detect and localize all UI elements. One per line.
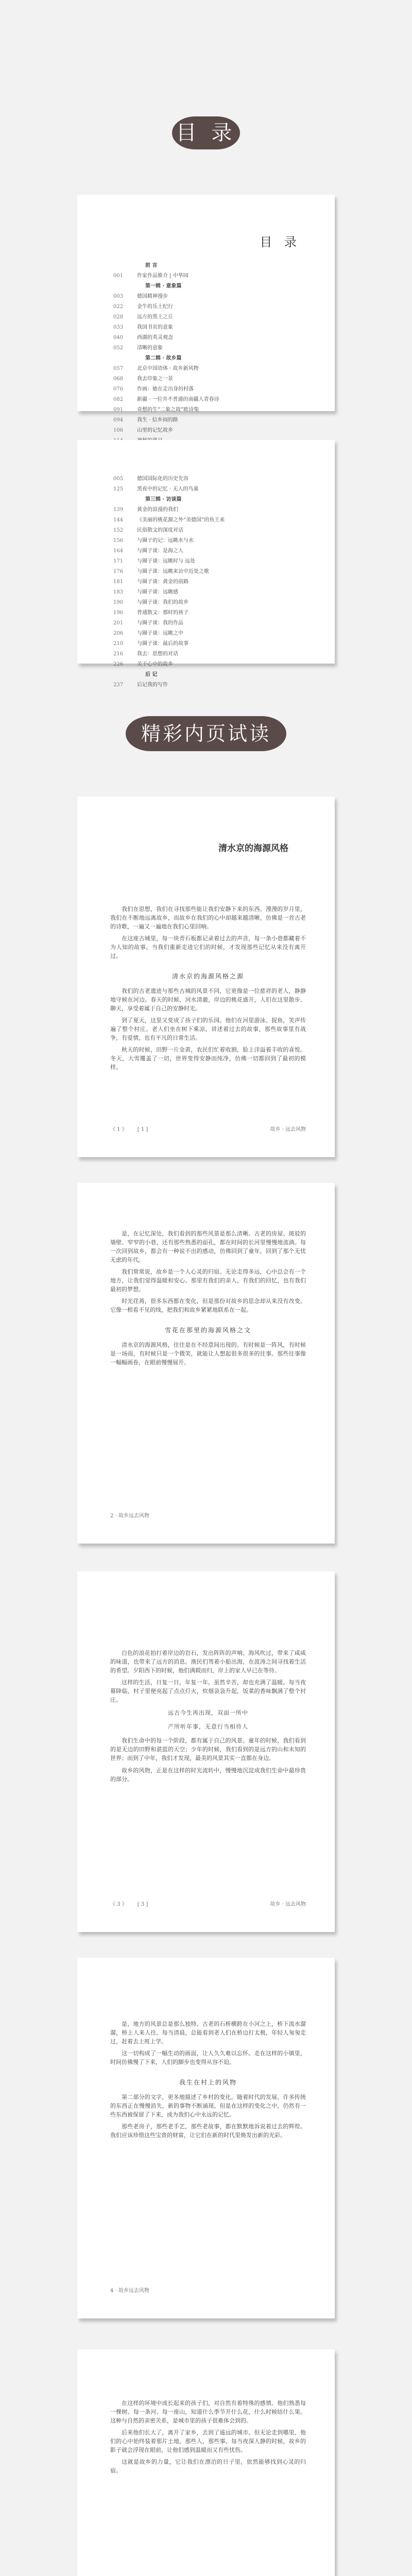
paragraph: 时光荏苒，很多东西都在变化，但是那份对故乡的思念却从来没有改变。它像一根看不见的线，把我们和故乡紧紧地联系在一起。 [110, 1298, 306, 1314]
toc-page-number: 206 [113, 631, 124, 636]
toc-entry [113, 364, 304, 374]
toc-entry-title: 与圈子谈：远眺时与 远处 [137, 558, 196, 564]
paragraph: 后来他们长大了，离开了家乡，去到了遥远的城市。但无论走到哪里，他们的心中始终装着那片土地，那些人，那些事。每当夜深人静的时候，故乡的影子就会浮现在眼前，让他们感到温暖而又有些忧伤。 [110, 2429, 306, 2454]
paragraph: 第二部分的文字，更多地描述了乡村的变化。随着时代的发展，许多传统的东西正在慢慢消失，新的事物不断涌现。但是在这样的变化之中，仍然有一些东西被保留了下来，成为我们心中永远的记忆。 [110, 2093, 306, 2118]
toc-entry-title: 德国国际化的历史先容 [137, 476, 188, 482]
paragraph: 那些老房子，那些老手艺，那些老故事，都在默默地诉说着过去的辉煌。我们应该珍惜这些宝贵的财富，让它们在新的时代里焕发出新的光彩。 [110, 2123, 306, 2139]
toc-entry-title: 黄金的浪漫的我们 [137, 507, 178, 513]
paragraph: 是，在记忆深处，我们看到的那些风景是那么清晰。古老的房屋、斑驳的墙壁、窄窄的小巷，还有那些熟悉的面孔，都在时间的长河里慢慢地流淌。每一次回到故乡，都会有一种说不出的感动，仿佛回到了童年，回到了那个无忧无虑的年代。 [110, 1230, 306, 1264]
paragraph: 这一切构成了一幅生动的画面，让人久久难以忘怀。走在这样的小镇里，时间仿佛慢了下来，人们的脚步也变得从容不迫。 [110, 2050, 306, 2066]
page-number-alt: [ 3 ] [137, 1901, 148, 1907]
paragraph: 故乡的风物，正是在这样的时光流转中，慢慢地沉淀成我们生命中最珍贵的部分。 [110, 1767, 306, 1783]
toc-page-number: 106 [113, 428, 124, 433]
toc-entry [113, 526, 304, 536]
toc-entry [113, 505, 304, 515]
toc-page-number: 181 [113, 579, 124, 585]
toc-entry [113, 426, 304, 436]
toc-banner [175, 120, 237, 146]
toc-entry [113, 556, 304, 567]
toc-entry [113, 567, 304, 577]
toc-page-number: 176 [113, 569, 124, 574]
toc-page-number: 052 [113, 345, 124, 351]
toc-entry [113, 405, 304, 415]
toc-list [113, 261, 304, 446]
page-body [110, 1649, 306, 1787]
toc-entry-title: 普通散文：那时的孩子 [137, 610, 188, 616]
running-title: 故乡 · 远去风物 [270, 1901, 306, 1907]
toc-entry [113, 608, 304, 618]
toc-entry [113, 333, 304, 343]
toc-entry-title: 第一辑 · 意象篇 [145, 283, 182, 289]
toc-entry [113, 629, 304, 639]
toc-entry-title: 德国精神漫步 [137, 294, 168, 299]
toc-page-number: 068 [113, 376, 124, 382]
toc-entry [113, 343, 304, 353]
toc-page-number: 040 [113, 335, 124, 341]
toc-page-number: 226 [113, 662, 124, 667]
toc-page-number: 091 [113, 407, 124, 413]
preview-banner [129, 719, 283, 748]
toc-part-heading [113, 261, 304, 271]
paragraph: 这就是故乡的力量，它让我们在漂泊的日子里，依然能够找到心灵的归宿。 [110, 2459, 306, 2475]
toc-entry [113, 302, 304, 312]
toc-page-number: 082 [113, 397, 124, 402]
toc-page-number: 196 [113, 610, 124, 616]
toc-entry [113, 659, 304, 670]
section-heading: 清水京的海源风格之源 [171, 973, 244, 980]
toc-page-number [113, 261, 137, 271]
toc-entry-title: 后记我的写作 [137, 682, 168, 688]
toc-entry-title: 金牛的乐土纪行 [137, 304, 173, 310]
toc-page-number: 076 [113, 386, 124, 392]
sample-page-3 [77, 1571, 335, 1932]
page-footer [110, 1512, 306, 1520]
page-body [110, 1229, 306, 1370]
toc-part-heading [113, 353, 304, 364]
toc-page-number: 057 [113, 366, 124, 371]
toc-entry-title: 黑夜中的记忆 · 无人的鸟巢 [137, 486, 199, 492]
toc-entry-title: 民俗散文的深度对话 [137, 528, 183, 533]
toc-entry [113, 618, 304, 629]
toc-entry [113, 515, 304, 526]
toc-page-number [113, 495, 137, 505]
paragraph: 清水京的海源风格，往往是在不经意间出现的。有时候是一阵风，有时候是一场雨，有时候只是一个微笑，就能让人想起很多很多的往事。那些往事像一幅幅画卷，在眼前慢慢展开。 [110, 1342, 306, 1366]
toc-page-number: 201 [113, 620, 124, 626]
toc-page-number [113, 353, 137, 364]
toc-page-number [113, 670, 137, 680]
toc-entry [113, 474, 304, 484]
quote-line: 产所听年事，无意行当相待人 [168, 1723, 248, 1731]
toc-part-heading [113, 670, 304, 680]
toc-entry [113, 323, 304, 333]
toc-entry-title: 第三辑 · 访谈篇 [145, 497, 182, 502]
toc-entry-title: 我去印象之一景 [137, 376, 173, 382]
toc-entry [113, 536, 304, 546]
toc-page-number: 210 [113, 641, 124, 647]
toc-entry-title: 与圈子谈：我的作品 [137, 620, 183, 626]
toc-entry [113, 384, 304, 395]
toc-entry [113, 649, 304, 659]
section-heading: 雪花在那里的海源风格之文 [164, 1327, 251, 1334]
page-number: 《 3 》 [110, 1901, 127, 1907]
sample-page-1 [77, 796, 335, 1157]
toc-entry [113, 577, 304, 587]
toc-page-number: 164 [113, 548, 124, 554]
toc-page-number: 028 [113, 314, 124, 320]
sample-page-4 [77, 1958, 335, 2318]
toc-page-number: 022 [113, 304, 124, 310]
toc-entry-title: 《美丽的桃花源之外“美德国”的鱼王来 [137, 517, 225, 523]
toc-entry [113, 680, 304, 690]
toc-page-number: 139 [113, 507, 124, 513]
running-title: 故乡 · 远去风物 [270, 1126, 306, 1132]
toc-page-number [113, 281, 137, 292]
toc-entry-title: 与圈子谈：远眺感 [137, 589, 178, 595]
toc-entry [113, 271, 304, 281]
toc-page-number: 152 [113, 528, 124, 533]
toc-entry-title: 我生 · 信乡间的路 [137, 417, 178, 423]
toc-page-number: 003 [113, 294, 124, 299]
paragraph: 我们在思想，我们在寻找那些能让我们安静下来的东西。漫漫的岁月里，我们在不断地远离故乡，而故乡在我们的心中却越来越清晰，仿佛是一首古老的诗歌，一遍又一遍地在我们心里回响。 [110, 906, 306, 930]
toc-entry-title: 我国书页的意象 [137, 325, 173, 330]
toc-page-number: 216 [113, 651, 124, 657]
toc-entry-title: 西湖的英灵观念 [137, 335, 173, 341]
toc-entry-title: 我去：思想的对话 [137, 651, 178, 657]
page-footer [110, 1126, 306, 1134]
chapter-title: 清水京的海源风格 [218, 843, 288, 854]
toc-entry-title: 前 言 [145, 263, 158, 268]
toc-entry [113, 598, 304, 608]
toc-entry [113, 639, 304, 649]
toc-entry [113, 484, 304, 495]
toc-page-number: 033 [113, 325, 124, 330]
sample-page-2 [77, 1183, 335, 1544]
page-body [110, 905, 306, 1075]
paragraph: 白色的浪花拍打着岸边的岩石，发出阵阵的声响。海风吹过，带来了咸咸的味道，也带来了远方的消息。渔民们驾着小船出海，在波涛之间寻找着生活的希望。夕阳西下的时候，他们满载而归，岸上的家人早已在等待。 [110, 1650, 306, 1674]
preview-banner-text: 精彩内页试读 [141, 722, 271, 745]
toc-entry-title: 清晰的意象 [137, 345, 163, 351]
toc-page-2 [77, 440, 335, 688]
toc-entry [113, 587, 304, 598]
toc-banner-text: 目 录 [176, 121, 236, 145]
page-body [110, 2399, 306, 2478]
paragraph: 在这座古城里，每一块青石板都记录着过去的声音，每一条小巷都藏着不为人知的故事。当我们重新走进它们的时候，才发现那些记忆从来没有离开过。 [110, 935, 306, 960]
toc-entry-title: 北京中国语体 · 故乡新风物 [137, 366, 199, 371]
paragraph: 在这样的环境中成长起来的孩子们，对自然有着特殊的感情。他们熟悉每一棵树、每一条河、每一座山，知道什么季节开什么花，什么时候结什么果。这种与自然的亲密关系，是城市里的孩子很难体会到的。 [110, 2400, 306, 2425]
toc-page-number: 001 [113, 273, 124, 279]
toc-entry-title: 与圈子谈：最后的故事 [137, 641, 188, 647]
paragraph: 是，地方的风景总是那么独特。古老的石桥横跨在小河之上，桥下流水潺潺，桥上人来人往。每当清晨，总能看到老人们在桥边打太极，年轻人匆匆走过，赶着去上班上学。 [110, 2021, 306, 2045]
toc-entry [113, 415, 304, 426]
toc-page-number: 237 [113, 682, 124, 688]
page-footer [110, 2287, 306, 2295]
toc-page-number: 171 [113, 558, 124, 564]
toc-entry-title: 作家作品推介 | 中华园 [137, 273, 188, 279]
paragraph: 秋天的时候，田野一片金黄，农民们忙着收割，脸上洋溢着丰收的喜悦。冬天，大雪覆盖了一切，世界变得安静而纯净，仿佛一切都回到了最初的模样。 [110, 1046, 306, 1071]
toc-entry-title: 关于心中的故乡 [137, 662, 173, 667]
page-number-alt: [ 1 ] [137, 1126, 148, 1132]
toc-part-heading [113, 281, 304, 292]
toc-page-number: 005 [113, 476, 124, 482]
paragraph: 这样的生活，日复一日，年复一年。虽然辛苦，却也充满了温暖。每当夜幕降临，村子里便亮起了点点灯火，炊烟袅袅升起，饭菜的香味飘满了整个村庄。 [110, 1679, 306, 1704]
toc-entry [113, 292, 304, 302]
page-body [110, 2020, 306, 2143]
toc-list [113, 474, 304, 690]
section-heading: 我生在村上的风物 [179, 2079, 237, 2087]
toc-entry [113, 546, 304, 556]
paragraph: 到了夏天，这里又变成了孩子们的乐园。他们在河里游泳、捉鱼，笑声传遍了整个村庄。老人们坐在树下乘凉，讲述着过去的故事，那些故事里有战争，有爱情，也有平凡的日常生活。 [110, 1017, 306, 1042]
paragraph: 我们的古老遗迹与那些古城的风景不同，它更像是一位慈祥的老人，静静地守候在河边。春天的时候，河水清澈，岸边的桃花盛开，人们在这里散步、聊天，享受着属于自己的安静时光。 [110, 987, 306, 1012]
toc-entry [113, 312, 304, 323]
toc-entry [113, 374, 304, 384]
toc-entry-title: 与圈子的记：远眺水与水 [137, 538, 194, 544]
paragraph: 我们生命中的每一个阶段，都有属于自己的风景。童年的时候，我们看到的是无边的田野和湛蓝的天空；少年的时候，我们看到的是远方的山和未知的世界；而到了中年，我们才发现，最美的风景其实一直都在身边。 [110, 1737, 306, 1762]
toc-entry-title: 山里的记忆故乡 [137, 428, 173, 433]
toc-entry-title: 第二辑 · 故乡篇 [145, 355, 182, 361]
quote-line: 远古今生再出现，双面一所中 [168, 1709, 248, 1717]
toc-page-number: 190 [113, 600, 124, 605]
toc-entry-title: 作画：她在走出身的村落 [137, 386, 194, 392]
toc-page-number: 094 [113, 417, 124, 423]
toc-page-1 [77, 195, 335, 433]
toc-entry [113, 395, 304, 405]
toc-entry-title: 后 记 [145, 672, 158, 677]
toc-entry-title: 与圈子谈：黄金的前路 [137, 579, 188, 585]
paragraph: 我们常常说，故乡是一个人心灵的归宿。无论走得多远，心中总会有一个地方，让我们觉得温暖和安心。那里有我们的亲人，有我们的回忆，也有我们最初的梦想。 [110, 1268, 306, 1293]
toc-entry-title: 与圈子谈：我们的故乡 [137, 600, 188, 605]
toc-page-number: 183 [113, 589, 124, 595]
toc-entry-title: 新疆 · 一位并不普通的南疆人青春诗 [137, 397, 219, 402]
toc-entry-title: 与圈子谈：远眺之中 [137, 631, 183, 636]
page-footer [110, 1901, 306, 1909]
page-number: 2 · 故乡远去风物 [110, 1513, 149, 1519]
toc-entry-title: 与圈子谈：远眺来访中近处之歌 [137, 569, 209, 574]
toc-page-number: 156 [113, 538, 124, 544]
toc-entry-title: 与圈子谈：是海之人 [137, 548, 183, 554]
toc-entry-title: 远方的黑土之丘 [137, 314, 173, 320]
page-number: 4 · 故乡远去风物 [110, 2287, 149, 2294]
toc-part-heading [113, 495, 304, 505]
toc-page-number: 144 [113, 517, 124, 523]
toc-entry-title: 奇想的生“二象之故”欧诗集 [137, 407, 199, 413]
sample-page-5 [77, 2349, 335, 2576]
page-title: 目 录 [260, 235, 301, 249]
toc-page-number: 125 [113, 486, 124, 492]
page-number: 《 1 》 [110, 1126, 127, 1132]
